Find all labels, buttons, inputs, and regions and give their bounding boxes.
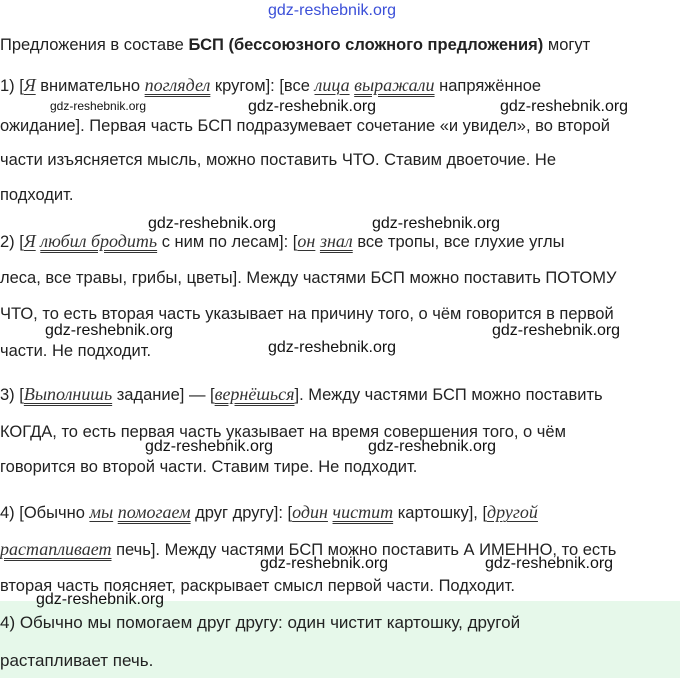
item2-line2: леса, все травы, грибы, цветы]. Между частями БСП можно поставить ПОТОМУ xyxy=(0,269,617,287)
item4-line1 xyxy=(0,502,538,523)
item3-num: 3) [ xyxy=(0,386,24,404)
plain-text: внимательно xyxy=(35,77,145,95)
item1-line2: ожидание]. Первая часть БСП подразумевает сочетание «и увидел», во второй xyxy=(0,117,611,135)
plain-text: напряжённое xyxy=(434,77,542,95)
predicate-word: Выполнишь xyxy=(23,384,113,404)
watermark: gdz-reshebnik.org xyxy=(268,339,397,356)
subject-word: мы xyxy=(89,502,114,522)
site-watermark-top[interactable]: gdz-reshebnik.org xyxy=(268,2,397,19)
predicate-word: знал xyxy=(319,231,353,251)
item1-line3: части изъясняется мысль, можно поставить ЧТО. Ставим двоеточие. Не xyxy=(0,151,556,169)
subject-word: он xyxy=(297,231,316,251)
plain-text: с ним по лесам]: [ xyxy=(157,233,298,251)
predicate-word: помогаем xyxy=(117,502,191,522)
answer-line2: растапливает печь. xyxy=(0,651,154,670)
plain-text: кругом]: [все xyxy=(210,77,315,95)
item1-line1 xyxy=(0,75,541,96)
predicate-word: выражали xyxy=(354,75,435,95)
watermark: gdz-reshebnik.org xyxy=(260,555,389,572)
watermark: gdz-reshebnik.org xyxy=(145,438,274,455)
watermark: gdz-reshebnik.org xyxy=(368,438,497,455)
item2-line3: ЧТО, то есть вторая часть указывает на причину того, о чём говорится в первой xyxy=(0,305,614,323)
intro-bold: БСП (бессоюзного сложного предложения) xyxy=(188,36,544,54)
watermark: gdz-reshebnik.org xyxy=(485,555,614,572)
item2-num: 2) [ xyxy=(0,233,24,251)
watermark: gdz-reshebnik.org xyxy=(500,98,629,115)
watermark: gdz-reshebnik.org xyxy=(492,322,621,339)
plain-text: печь]. Между частями БСП можно поставить А ИМЕННО, то есть xyxy=(111,541,617,559)
watermark: gdz-reshebnik.org xyxy=(36,591,165,608)
intro-suffix: могут xyxy=(543,36,591,54)
plain-text: картошку], [ xyxy=(393,504,488,522)
intro-paragraph xyxy=(0,35,590,55)
watermark: gdz-reshebnik.org xyxy=(248,98,377,115)
item4-num: 4) [Обычно xyxy=(0,504,90,522)
predicate-word: поглядел xyxy=(144,75,211,95)
subject-word: лица xyxy=(314,75,350,95)
intro-prefix: Предложения в составе xyxy=(0,36,189,54)
answer-line1: 4) Обычно мы помогаем друг другу: один чистит картошку, другой xyxy=(0,613,521,632)
predicate-word: растапливает xyxy=(0,539,112,559)
watermark: gdz-reshebnik.org xyxy=(148,215,277,232)
item2-line1 xyxy=(0,231,565,252)
watermark: gdz-reshebnik.org xyxy=(50,99,147,113)
predicate-word: любил бродить xyxy=(40,231,158,251)
item1-line4: подходит. xyxy=(0,186,74,204)
predicate-word: чистит xyxy=(332,502,394,522)
subject-word: один xyxy=(292,502,328,522)
plain-text: задание] — [ xyxy=(112,386,215,404)
predicate-word: вернёшься xyxy=(214,384,295,404)
item3-line1 xyxy=(0,384,603,405)
subject-word: Я xyxy=(23,231,36,251)
subject-word: Я xyxy=(23,75,36,95)
item3-line3: говорится во второй части. Ставим тире. Не подходит. xyxy=(0,458,418,476)
watermark: gdz-reshebnik.org xyxy=(45,322,174,339)
subject-word: другой xyxy=(487,502,538,522)
item2-line4: части. Не подходит. xyxy=(0,342,152,360)
plain-text: друг другу]: [ xyxy=(190,504,293,522)
item3-line2: КОГДА, то есть первая часть указывает на время совершения того, о чём xyxy=(0,423,566,441)
item1-num: 1) [ xyxy=(0,77,24,95)
watermark: gdz-reshebnik.org xyxy=(372,215,501,232)
plain-text: все тропы, все глухие углы xyxy=(352,233,565,251)
plain-text: ]. Между частями БСП можно поставить xyxy=(294,386,603,404)
item4-line3: вторая часть поясняет, раскрывает смысл первой части. Подходит. xyxy=(0,577,515,595)
